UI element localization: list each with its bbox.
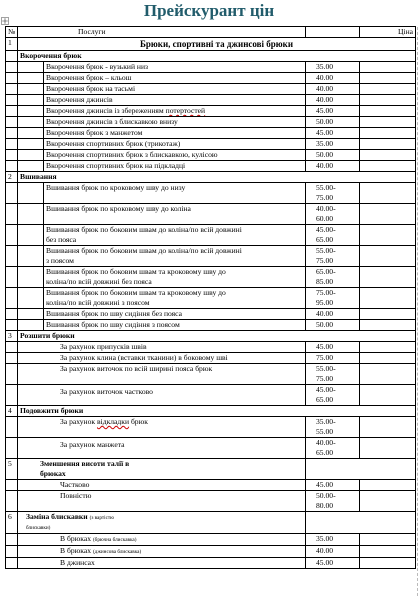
subsection-title: Вкорочення брюк bbox=[18, 51, 416, 62]
service-name bbox=[44, 246, 306, 267]
price-max: 65.00 bbox=[316, 395, 334, 404]
table-row bbox=[6, 95, 416, 106]
service-name: Вкорочення брюк на тасьмі bbox=[44, 84, 306, 95]
service-price: 40.00 bbox=[306, 73, 360, 84]
price-max: 95.00 bbox=[316, 298, 334, 307]
table-row bbox=[6, 438, 416, 459]
table-row bbox=[6, 309, 416, 320]
table-row bbox=[6, 161, 416, 172]
section-title: Розшити брюки bbox=[18, 331, 416, 342]
price-max: 75.00 bbox=[316, 193, 334, 202]
section-num: 2 bbox=[6, 172, 18, 183]
section-title: Вшивання bbox=[18, 172, 416, 183]
table-row bbox=[6, 320, 416, 331]
price-min: 55.00- bbox=[316, 246, 336, 255]
service-price bbox=[306, 225, 360, 246]
price-min: 45.00- bbox=[316, 385, 336, 394]
service-price bbox=[306, 385, 360, 406]
service-price: 35.00 bbox=[306, 62, 360, 73]
service-price: 50.00 bbox=[306, 150, 360, 161]
service-price: 35.00 bbox=[306, 534, 360, 546]
service-name-text: В брюках bbox=[60, 534, 92, 543]
service-name bbox=[44, 225, 306, 246]
service-name-line2: без пояса bbox=[46, 235, 77, 244]
section-title bbox=[18, 459, 306, 480]
service-name: Вшивання брюк по шву сидіння з поясом bbox=[44, 320, 306, 331]
service-price: 45.00 bbox=[306, 480, 360, 491]
service-name-note: (джинсова блискавка) bbox=[92, 549, 142, 555]
price-min: 55.00- bbox=[316, 183, 336, 192]
service-name-line2: коліна/по всій довжині з поясом bbox=[46, 298, 150, 307]
header-price: Ціна bbox=[360, 27, 416, 38]
page-title: Прейскурант цін bbox=[143, 1, 275, 20]
section-title-note2: блискавки) bbox=[26, 525, 51, 531]
service-price bbox=[306, 267, 360, 288]
service-name-text: Вкорочення джинсів із збереженням bbox=[46, 106, 164, 115]
service-name-line1: Вшивання брюк по боковим швам та кроковому шву до bbox=[46, 267, 226, 276]
table-row bbox=[6, 150, 416, 161]
service-price: 40.00 bbox=[306, 546, 360, 558]
service-price: 45.00 bbox=[306, 106, 360, 117]
price-max: 75.00 bbox=[316, 256, 334, 265]
service-name: Повністю bbox=[18, 491, 306, 512]
table-row bbox=[6, 204, 416, 225]
service-name: Вкорочення спортивних брюк на підкладці bbox=[44, 161, 306, 172]
section-row bbox=[6, 406, 416, 417]
table-row bbox=[6, 417, 416, 438]
table-row bbox=[6, 534, 416, 546]
price-max: 65.00 bbox=[316, 235, 334, 244]
table-row bbox=[6, 225, 416, 246]
service-price: 40.00 bbox=[306, 95, 360, 106]
service-price: 40.00 bbox=[306, 309, 360, 320]
service-name: Вшивання брюк по шву сидіння без пояса bbox=[44, 309, 306, 320]
service-price bbox=[306, 246, 360, 267]
header-num: № bbox=[6, 27, 18, 38]
section-title-line2: брюках bbox=[40, 469, 66, 478]
service-name: Вкорочення спортивних брюк (трикотаж) bbox=[44, 139, 306, 150]
price-min: 40.00- bbox=[316, 438, 336, 447]
spelling-marked-word: потертостей bbox=[165, 106, 206, 115]
service-name-line1: Вшивання брюк по боковим швам та кроковому шву до bbox=[46, 288, 226, 297]
price-min: 45.00- bbox=[316, 225, 336, 234]
table-row bbox=[6, 62, 416, 73]
service-name bbox=[44, 106, 306, 117]
service-price: 40.00 bbox=[306, 161, 360, 172]
section-title-line1: Зменшення висоти талії в bbox=[40, 459, 130, 468]
service-name-line2: з поясом bbox=[46, 256, 74, 265]
service-price bbox=[306, 417, 360, 438]
price-max: 75.00 bbox=[316, 374, 334, 383]
service-name: Вкорочення брюк з манжетом bbox=[44, 128, 306, 139]
service-price bbox=[306, 183, 360, 204]
service-price: 75.00 bbox=[306, 353, 360, 364]
price-table bbox=[5, 26, 416, 569]
service-name: За рахунок виточок по всій ширині пояса брюк bbox=[18, 364, 306, 385]
subsection-row bbox=[6, 51, 416, 62]
table-row bbox=[6, 342, 416, 353]
table-row bbox=[6, 480, 416, 491]
table-row bbox=[6, 117, 416, 128]
section-num: 6 bbox=[6, 512, 18, 534]
service-name bbox=[18, 417, 306, 438]
table-row bbox=[6, 73, 416, 84]
table-row bbox=[6, 385, 416, 406]
price-min: 55.00- bbox=[316, 364, 336, 373]
table-row bbox=[6, 288, 416, 309]
section-title: Подовжити брюки bbox=[18, 406, 416, 417]
service-name: За рахунок клина (вставки тканини) в боковому шві bbox=[18, 353, 306, 364]
price-max: 65.00 bbox=[316, 448, 334, 457]
section-row bbox=[6, 512, 416, 534]
service-name: Частково bbox=[18, 480, 306, 491]
price-max: 85.00 bbox=[316, 277, 334, 286]
service-name: Вкорочення спортивних брюк з блискавкою, кулісою bbox=[44, 150, 306, 161]
section-title bbox=[18, 512, 306, 534]
spelling-marked-word: відкладки bbox=[97, 417, 130, 426]
table-row bbox=[6, 183, 416, 204]
section-num: 1 bbox=[6, 38, 18, 51]
service-name: За рахунок манжета bbox=[18, 438, 306, 459]
table-row bbox=[6, 246, 416, 267]
price-min: 50.00- bbox=[316, 491, 336, 500]
section-title-text: Заміна блискавки bbox=[26, 512, 88, 521]
service-price: 45.00 bbox=[306, 342, 360, 353]
service-name: Вкорочення джинсів з блискавкою внизу bbox=[44, 117, 306, 128]
service-name-text: В брюках bbox=[60, 546, 92, 555]
price-min: 35.00- bbox=[316, 417, 336, 426]
section-row bbox=[6, 38, 416, 51]
service-name-line1: Вшивання брюк по боковим швам до коліна/по всій довжині bbox=[46, 246, 242, 255]
service-name bbox=[18, 546, 306, 558]
table-row bbox=[6, 139, 416, 150]
table-row bbox=[6, 364, 416, 385]
service-name bbox=[44, 267, 306, 288]
service-price: 50.00 bbox=[306, 320, 360, 331]
header-empty bbox=[306, 27, 360, 38]
service-price bbox=[306, 438, 360, 459]
section-num: 5 bbox=[6, 459, 18, 480]
section-title: Брюки, спортивні та джинсові брюки bbox=[18, 38, 416, 51]
section-title-note: (з вартістю bbox=[89, 515, 115, 521]
service-price: 45.00 bbox=[306, 128, 360, 139]
table-row bbox=[6, 106, 416, 117]
service-name: Вкорочення джинсів bbox=[44, 95, 306, 106]
service-name-line2: коліна/по всій довжині без пояса bbox=[46, 277, 152, 286]
service-name-text: За рахунок bbox=[60, 417, 96, 426]
service-name: Вшивання брюк по кроковому шву до низу bbox=[44, 183, 306, 204]
service-price: 40.00 bbox=[306, 84, 360, 95]
service-price bbox=[306, 204, 360, 225]
service-name: Вкорочення брюк – кльош bbox=[44, 73, 306, 84]
service-price: 50.00 bbox=[306, 117, 360, 128]
price-max: 55.00 bbox=[316, 427, 334, 436]
table-row bbox=[6, 128, 416, 139]
table-row bbox=[6, 267, 416, 288]
table-row bbox=[6, 84, 416, 95]
service-name bbox=[18, 534, 306, 546]
service-name: За рахунок виточок частково bbox=[18, 385, 306, 406]
service-price: 45.00 bbox=[306, 558, 360, 569]
table-row bbox=[6, 491, 416, 512]
service-price bbox=[306, 288, 360, 309]
service-price: 35.00 bbox=[306, 139, 360, 150]
table-row bbox=[6, 546, 416, 558]
section-row bbox=[6, 172, 416, 183]
section-num: 4 bbox=[6, 406, 18, 417]
header-service: Послуги bbox=[18, 27, 306, 38]
service-name: Вкорочення брюк - вузький низ bbox=[44, 62, 306, 73]
table-move-handle-icon[interactable] bbox=[1, 17, 9, 25]
section-row bbox=[6, 331, 416, 342]
service-name: Вшивання брюк по кроковому шву до коліна bbox=[44, 204, 306, 225]
service-price bbox=[306, 491, 360, 512]
price-max: 80.00 bbox=[316, 501, 334, 510]
service-name-line1: Вшивання брюк по боковим швам до коліна/по всій довжині bbox=[46, 225, 242, 234]
section-num: 3 bbox=[6, 331, 18, 342]
service-name: В джинсах bbox=[18, 558, 306, 569]
price-min: 75.00- bbox=[316, 288, 336, 297]
service-name bbox=[44, 288, 306, 309]
table-row bbox=[6, 558, 416, 569]
service-price bbox=[306, 364, 360, 385]
price-min: 40.00- bbox=[316, 204, 336, 213]
table-header-row bbox=[6, 27, 416, 38]
service-name-end: брюк bbox=[129, 417, 148, 426]
table-row bbox=[6, 353, 416, 364]
service-name-note: (брючна блискавка) bbox=[92, 537, 137, 543]
service-name: За рахунок припусків швів bbox=[18, 342, 306, 353]
price-min: 65.00- bbox=[316, 267, 336, 276]
price-max: 60.00 bbox=[316, 214, 334, 223]
section-row bbox=[6, 459, 416, 480]
